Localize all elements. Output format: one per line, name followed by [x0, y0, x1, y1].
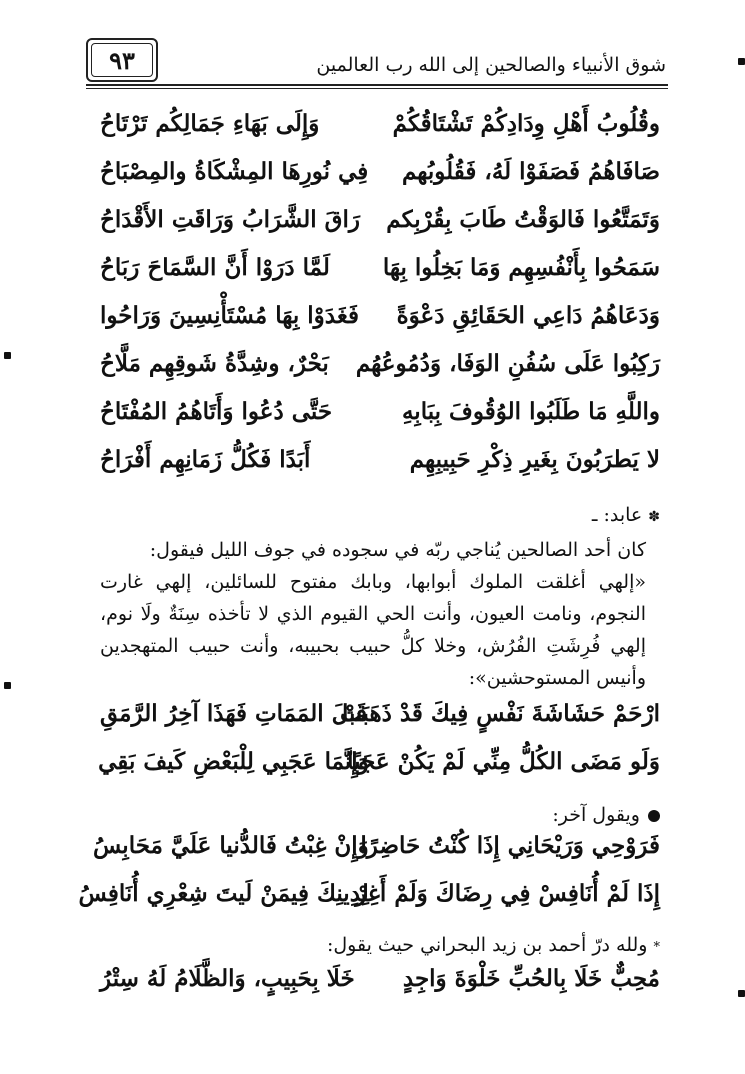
page-number-frame [86, 38, 158, 82]
poem-block-1 [100, 110, 660, 494]
poem-verse [100, 302, 660, 350]
verse-second-hemistich: خَلَا بِحَبِيبٍ، وَالظَّلَامُ لَهُ سِتْرُ [100, 965, 355, 992]
running-title: شوق الأنبياء والصالحين إلى الله رب العالمين [316, 54, 666, 76]
poem-block-2 [100, 700, 660, 796]
verse-second-hemistich: قَبلَ المَمَاتِ فَهَذَا آخِرُ الرَّمَقِ [100, 700, 367, 727]
margin-mark [4, 682, 11, 689]
verse-first-hemistich: صَافَاهُمُ فَصَفَوْا لَهُ، فَقُلُوبُهم [401, 158, 660, 185]
verse-first-hemistich: مُحِبٌّ خَلَا بِالحُبِّ خَلْوَةَ وَاجِدٍ [402, 965, 660, 992]
verse-second-hemistich: وَإِنَّمَا عَجَبِي لِلْبَعْضِ كَيفَ بَقِي [98, 748, 369, 775]
verse-first-hemistich: وَلَو مَضَى الكُلُّ مِنِّي لَمْ يَكُنْ عَجَبًا [347, 748, 660, 775]
verse-first-hemistich: فَرَوْحِي وَرَيْحَانِي إِذَا كُنْتُ حَاضِرًا [360, 832, 660, 859]
poem-verse [78, 880, 660, 928]
verse-first-hemistich: لا يَطرَبُونَ بِغَيرِ ذِكْرِ حَبِيبِهِم [409, 446, 660, 473]
verse-second-hemistich: بَحْرٌ، وشِدَّةُ شَوقِهِم مَلَّاحُ [100, 350, 329, 377]
section-heading-abid [100, 498, 660, 534]
verse-second-hemistich: وَإِلَى بَهَاءِ جَمَالِكُم تَرْتَاحُ [100, 110, 320, 137]
verse-second-hemistich: أَبَدًا فَكُلُّ زَمَانِهِم أَفْرَاحُ [100, 446, 311, 473]
poem-verse [100, 446, 660, 494]
poem-verse [100, 254, 660, 302]
prayer-paragraph: «إلهي أغلقت الملوك أبوابها، وبابك مفتوح للسائلين، إلهي غارت النجوم، ونامت العيون، وأنت الحي القيوم الذي لا تأخذه سِنَةٌ ولَا نوم، إلهي فُرِشَتِ الفُرُش، وخلا كلُّ حبيب بحبيبه، وأنت حبيب المتهجدين وأنيس المستوحشين»: [100, 571, 646, 689]
verse-second-hemistich: فِي نُورِهَا المِشْكَاةُ والمِصْبَاحُ [100, 158, 369, 185]
poem-verse [100, 158, 660, 206]
section-heading-other [100, 798, 660, 832]
verse-first-hemistich: رَكِبُوا عَلَى سُفُنِ الوَفَا، وَدُمُوعُهُم [355, 350, 660, 377]
poem-block-3 [78, 832, 660, 928]
verse-second-hemistich: وَإِنْ غِبْتُ فَالدُّنيا عَلَيَّ مَحَابِسُ [92, 832, 369, 859]
poem-verse [100, 398, 660, 446]
poem-verse [100, 350, 660, 398]
header-rule-thin [86, 88, 668, 89]
intro-paragraph: كان أحد الصالحين يُناجي ربّه في سجوده في جوف الليل فيقول: [149, 539, 646, 561]
verse-first-hemistich: وقُلُوبُ أَهْلِ وِدَادِكُمْ تَشْتَاقُكُمْ [392, 110, 660, 137]
verse-first-hemistich: إِذَا لَمْ أُنَافِسْ فِي رِضَاكَ وَلَمْ أَغِرْ [355, 880, 660, 907]
poem-verse [100, 206, 660, 254]
poem-verse [92, 832, 660, 880]
section-heading-text: ويقول آخر: [552, 804, 640, 826]
section-heading-ahmad [100, 928, 660, 965]
round-bullet-icon [648, 810, 660, 822]
star-bullet-icon: * [653, 940, 660, 955]
poem-verse [100, 700, 660, 748]
header-rule [86, 84, 668, 86]
page-body [78, 110, 660, 1013]
verse-second-hemistich: رَاقَ الشَّرَابُ وَرَاقَتِ الأَقْدَاحُ [100, 206, 361, 233]
verse-second-hemistich: فَغَدَوْا بِهَا مُسْتَأْنِسِينَ وَرَاحُوا [100, 302, 359, 329]
margin-mark [738, 990, 745, 997]
verse-first-hemistich: وَدَعَاهُمُ دَاعِي الحَقَائِقِ دَعْوَةً [396, 302, 660, 329]
poem-verse [100, 965, 660, 1013]
verse-second-hemistich: لَمَّا دَرَوْا أَنَّ السَّمَاحَ رَبَاحُ [100, 254, 330, 281]
verse-second-hemistich: لِدِينِكَ فِيمَنْ لَيتَ شِعْرِي أُنَافِسُ [78, 880, 369, 907]
verse-first-hemistich: وَتَمَتَّعُوا فَالوَقْتُ طَابَ بِقُرْبِكم [386, 206, 660, 233]
poem-verse [100, 748, 660, 796]
verse-first-hemistich: ارْحَمْ حَشَاشَةَ نَفْسٍ فِيكَ قَدْ ذَهَبَتْ [339, 700, 660, 727]
section-heading-text: ولله درّ أحمد بن زيد البحراني حيث يقول: [326, 934, 648, 956]
flower-bullet-icon: ✽ [648, 509, 660, 525]
verse-first-hemistich: واللَّهِ مَا طَلَبُوا الوُقُوفَ بِبَابِهِ [401, 398, 660, 425]
section-heading-text: عابد: ـ [591, 504, 643, 526]
margin-mark [738, 58, 745, 65]
page-header [86, 30, 666, 82]
margin-mark [4, 352, 11, 359]
poem-verse [100, 110, 660, 158]
verse-second-hemistich: حَتَّى دُعُوا وَأَتَاهُمُ المُفْتَاحُ [100, 398, 333, 425]
page-number: ٩٣ [109, 45, 135, 75]
poem-block-4 [100, 965, 660, 1013]
verse-first-hemistich: سَمَحُوا بِأَنْفُسِهِم وَمَا بَخِلُوا بِهَا [382, 254, 660, 281]
